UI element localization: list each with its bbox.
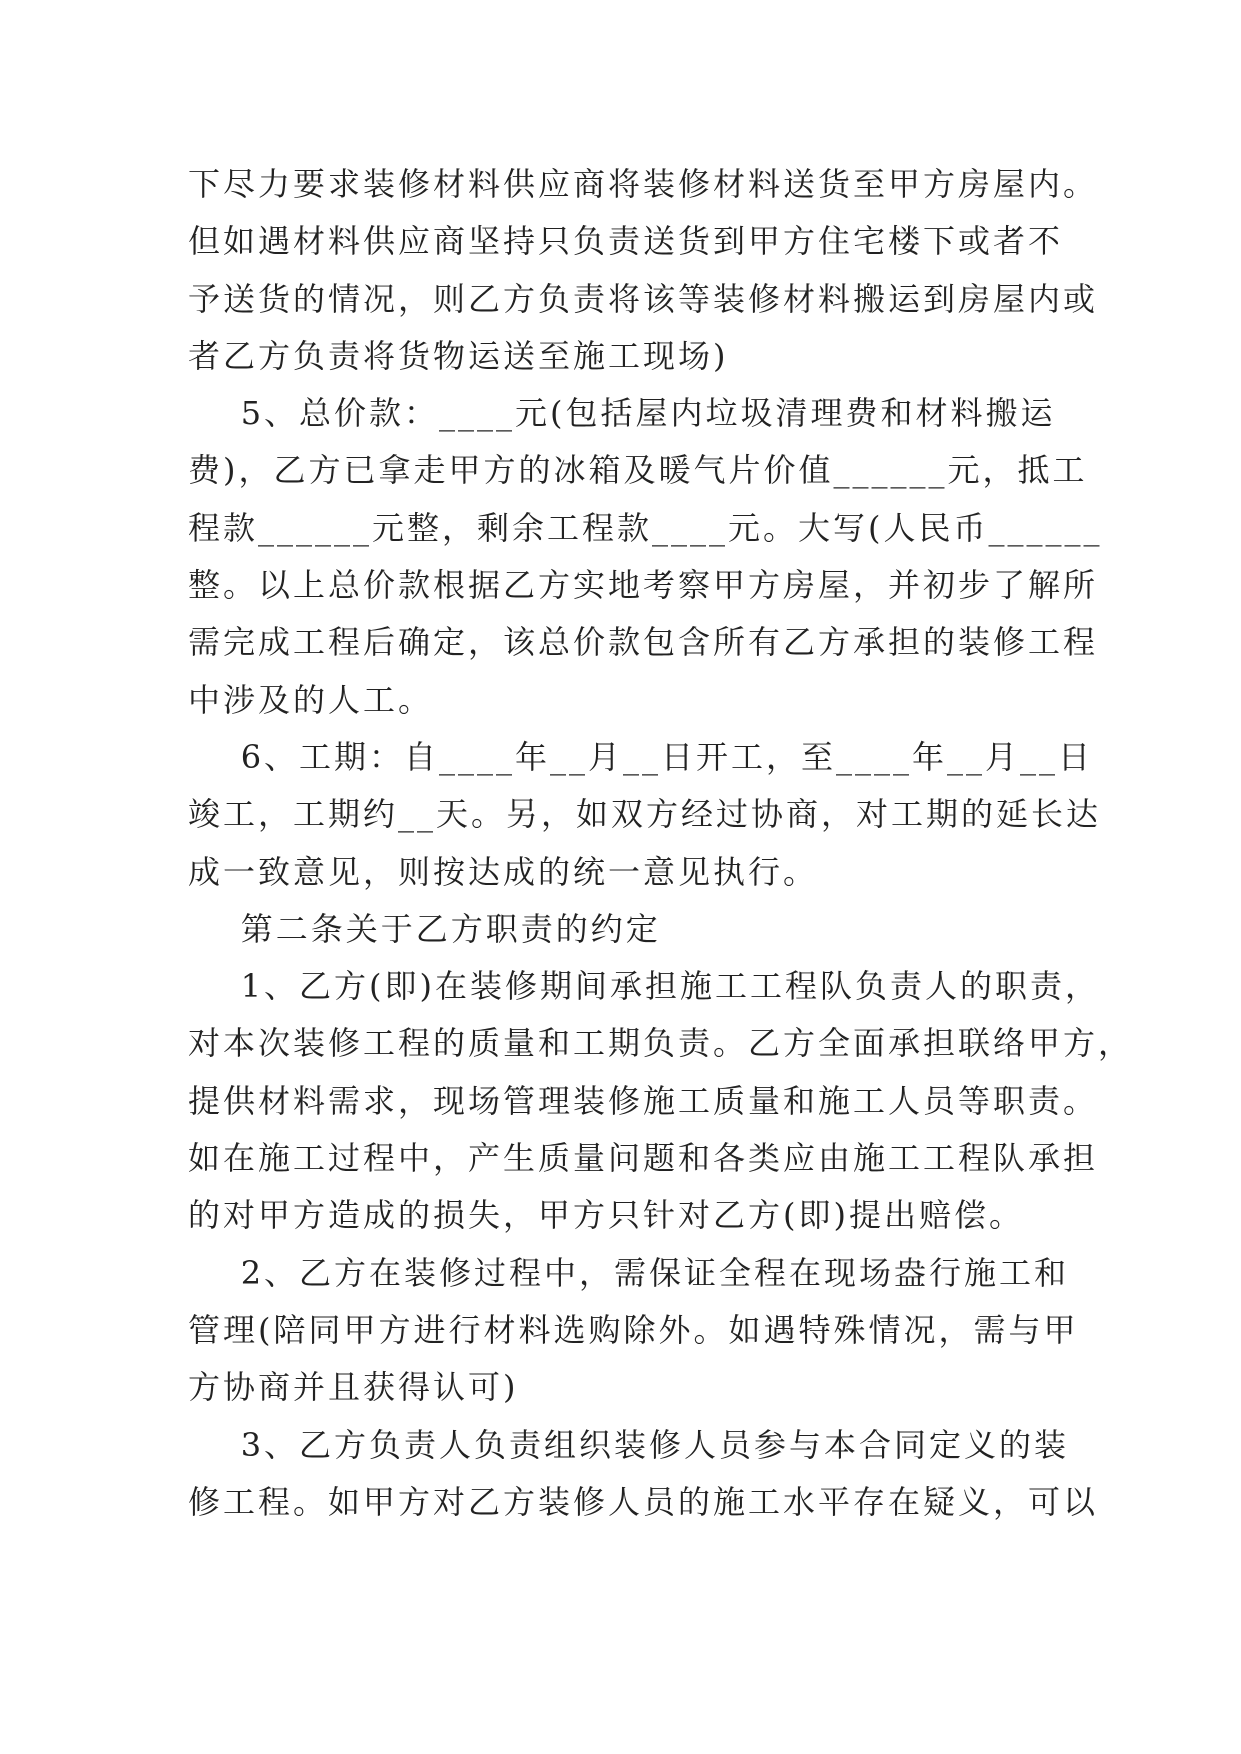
text-line-8: 整。以上总价款根据乙方实地考察甲方房屋，并初步了解所 [188, 566, 1099, 605]
text-line-13: 成一致意见，则按达成的统一意见执行。 [188, 852, 819, 891]
article-2-item-3: 3、乙方负责人负责组织装修人员参与本合同定义的装 [188, 1425, 1070, 1464]
text-line-9: 需完成工程后确定，该总价款包含所有乙方承担的装修工程 [188, 623, 1099, 662]
text-line-4: 者乙方负责将货物运送至施工现场) [188, 336, 729, 375]
text-line-10: 中涉及的人工。 [188, 680, 434, 719]
text-line-19: 的对甲方造成的损失，甲方只针对乙方(即)提出赔偿。 [188, 1196, 1024, 1235]
text-line-6: 费)，乙方已拿走甲方的冰箱及暖气片价值______元，抵工 [188, 451, 1088, 490]
text-line-17: 提供材料需求，现场管理装修施工质量和施工人员等职责。 [188, 1081, 1099, 1120]
text-line-22: 方协商并且获得认可) [188, 1368, 519, 1407]
clause-5-total-price: 5、总价款：____元(包括屋内垃圾清理费和材料搬运 [188, 394, 1056, 433]
text-line-21: 管理(陪同甲方进行材料选购除外。如遇特殊情况，需与甲 [188, 1310, 1079, 1349]
text-line-3: 予送货的情况，则乙方负责将该等装修材料搬运到房屋内或 [188, 279, 1099, 318]
article-2-item-1: 1、乙方(即)在装修期间承担施工工程队负责人的职责， [188, 967, 1101, 1006]
contract-body-text [188, 156, 1134, 1531]
text-line-18: 如在施工过程中，产生质量问题和各类应由施工工程队承担 [188, 1139, 1099, 1178]
clause-6-schedule: 6、工期：自____年__月__日开工，至____年__月__日 [188, 737, 1094, 776]
article-2-heading: 第二条关于乙方职责的约定 [188, 909, 661, 948]
text-line-24: 修工程。如甲方对乙方装修人员的施工水平存在疑义，可以 [188, 1482, 1099, 1521]
text-line-2: 但如遇材料供应商坚持只负责送货到甲方住宅楼下或者不 [188, 222, 1064, 261]
text-line-7: 程款______元整，剩余工程款____元。大写(人民币______ [188, 508, 1103, 547]
text-line-1: 下尽力要求装修材料供应商将装修材料送货至甲方房屋内。 [188, 165, 1099, 203]
text-line-12: 竣工，工期约__天。另，如双方经过协商，对工期的延长达 [188, 795, 1102, 834]
article-2-item-2: 2、乙方在装修过程中，需保证全程在现场盎行施工和 [188, 1253, 1070, 1292]
text-line-16: 对本次装修工程的质量和工期负责。乙方全面承担联络甲方， [188, 1024, 1134, 1063]
